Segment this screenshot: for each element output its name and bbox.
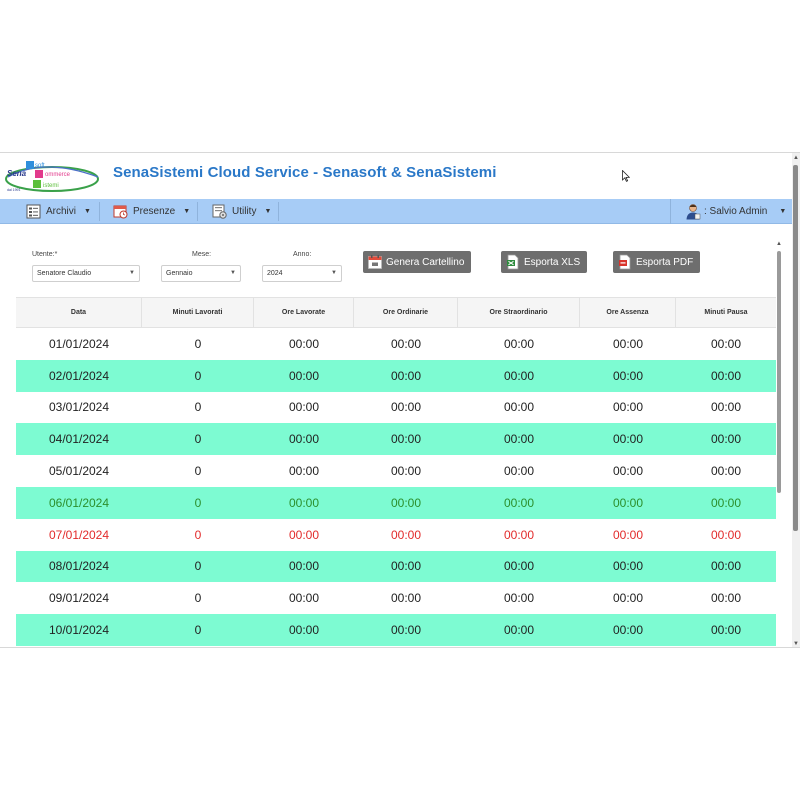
app-header xyxy=(0,153,800,198)
app-window xyxy=(0,152,800,648)
anno-value: 2024 xyxy=(267,270,283,277)
table-row[interactable] xyxy=(16,614,776,646)
chevron-down-icon: ▼ xyxy=(129,270,135,276)
user-name: : Salvio Admin xyxy=(704,206,768,217)
chevron-down-icon: ▼ xyxy=(264,208,272,215)
cell-data: 07/01/2024 xyxy=(48,527,110,542)
cell-ore-assenza: 00:00 xyxy=(612,400,644,415)
cell-minuti-lavorati: 0 xyxy=(194,464,202,479)
cell-ore-assenza: 00:00 xyxy=(612,623,644,638)
utility-icon xyxy=(212,204,227,219)
menu-divider xyxy=(278,202,279,221)
cell-data: 08/01/2024 xyxy=(48,559,110,574)
cell-ore-ordinarie: 00:00 xyxy=(390,464,422,479)
presenze-table xyxy=(16,297,776,646)
genera-cartellino-button[interactable] xyxy=(363,251,471,273)
page-scrollbar-thumb[interactable] xyxy=(793,165,798,531)
cell-ore-straordinario: 00:00 xyxy=(503,368,535,383)
cell-minuti-pausa: 00:00 xyxy=(710,527,742,542)
cell-data: 05/01/2024 xyxy=(48,464,110,479)
cell-data: 10/01/2024 xyxy=(48,623,110,638)
table-scrollbar-thumb[interactable] xyxy=(777,251,781,493)
cell-data: 04/01/2024 xyxy=(48,432,110,447)
cell-minuti-lavorati: 0 xyxy=(194,591,202,606)
svg-text:Sena: Sena xyxy=(7,169,27,178)
chevron-down-icon: ▼ xyxy=(331,270,337,276)
menu-archivi-label: Archivi xyxy=(46,206,77,217)
utente-label: Utente:* xyxy=(32,251,58,258)
cell-ore-ordinarie: 00:00 xyxy=(390,623,422,638)
cell-ore-straordinario: 00:00 xyxy=(503,495,535,510)
main-content xyxy=(0,225,792,648)
esporta-pdf-label: Esporta PDF xyxy=(636,256,694,268)
main-menu-bar xyxy=(0,199,792,224)
cell-ore-straordinario: 00:00 xyxy=(503,559,535,574)
cell-data: 02/01/2024 xyxy=(48,368,110,383)
table-row[interactable] xyxy=(16,360,776,392)
cell-ore-lavorate: 00:00 xyxy=(288,336,320,351)
menu-presenze[interactable] xyxy=(113,199,190,224)
cell-ore-straordinario: 00:00 xyxy=(503,432,535,447)
cell-ore-assenza: 00:00 xyxy=(612,336,644,351)
anno-select[interactable] xyxy=(262,265,342,282)
table-row[interactable] xyxy=(16,519,776,551)
cell-ore-lavorate: 00:00 xyxy=(288,559,320,574)
column-header-ore-ordinarie[interactable]: Ore Ordinarie xyxy=(354,298,458,327)
chevron-down-icon: ▼ xyxy=(84,208,91,215)
cell-ore-assenza: 00:00 xyxy=(612,464,644,479)
cell-ore-straordinario: 00:00 xyxy=(503,336,535,351)
archive-icon xyxy=(26,204,41,219)
scroll-down-icon[interactable]: ▼ xyxy=(793,641,799,647)
genera-cartellino-label: Genera Cartellino xyxy=(386,256,465,268)
cell-data: 09/01/2024 xyxy=(48,591,110,606)
user-avatar-icon xyxy=(685,203,702,220)
mouse-cursor-icon xyxy=(622,170,630,182)
calendar-clock-icon xyxy=(113,204,128,219)
cell-ore-lavorate: 00:00 xyxy=(288,464,320,479)
utente-select[interactable] xyxy=(32,265,140,282)
cell-ore-assenza: 00:00 xyxy=(612,559,644,574)
utente-value: Senatore Claudio xyxy=(37,270,92,277)
calendar-icon xyxy=(367,254,383,270)
esporta-xls-label: Esporta XLS xyxy=(524,256,581,268)
table-row[interactable] xyxy=(16,551,776,583)
app-title: SenaSistemi Cloud Service - Senasoft & SenaSistemi xyxy=(113,164,497,181)
cell-ore-straordinario: 00:00 xyxy=(503,527,535,542)
cell-ore-lavorate: 00:00 xyxy=(288,527,320,542)
menu-divider xyxy=(197,202,198,221)
cell-minuti-lavorati: 0 xyxy=(194,336,202,351)
table-row[interactable] xyxy=(16,328,776,360)
cell-ore-lavorate: 00:00 xyxy=(288,623,320,638)
cell-minuti-pausa: 00:00 xyxy=(710,368,742,383)
cell-minuti-lavorati: 0 xyxy=(194,432,202,447)
mese-select[interactable] xyxy=(161,265,241,282)
cell-data: 06/01/2024 xyxy=(48,495,110,510)
table-body xyxy=(16,328,776,646)
esporta-xls-button[interactable] xyxy=(501,251,587,273)
cell-ore-ordinarie: 00:00 xyxy=(390,368,422,383)
scroll-up-icon[interactable]: ▲ xyxy=(793,155,799,161)
cell-ore-lavorate: 00:00 xyxy=(288,432,320,447)
cell-ore-straordinario: 00:00 xyxy=(503,400,535,415)
cell-minuti-lavorati: 0 xyxy=(194,368,202,383)
table-row[interactable] xyxy=(16,487,776,519)
cell-ore-ordinarie: 00:00 xyxy=(390,336,422,351)
cell-ore-lavorate: 00:00 xyxy=(288,368,320,383)
cell-ore-assenza: 00:00 xyxy=(612,527,644,542)
cell-minuti-lavorati: 0 xyxy=(194,495,202,510)
cell-minuti-lavorati: 0 xyxy=(194,400,202,415)
svg-text:ommerce: ommerce xyxy=(45,172,71,178)
column-header-ore-assenza[interactable]: Ore Assenza xyxy=(580,298,676,327)
menu-utility[interactable] xyxy=(212,199,271,224)
table-row[interactable] xyxy=(16,455,776,487)
cell-minuti-pausa: 00:00 xyxy=(710,495,742,510)
column-header-minuti-lavorati[interactable]: Minuti Lavorati xyxy=(142,298,254,327)
cell-ore-assenza: 00:00 xyxy=(612,368,644,383)
cell-ore-straordinario: 00:00 xyxy=(503,623,535,638)
cell-ore-ordinarie: 00:00 xyxy=(390,432,422,447)
chevron-down-icon: ▼ xyxy=(230,270,236,276)
mese-label: Mese: xyxy=(192,251,212,258)
chevron-down-icon: ▼ xyxy=(779,208,787,215)
cell-ore-ordinarie: 00:00 xyxy=(390,559,422,574)
cell-minuti-pausa: 00:00 xyxy=(710,432,742,447)
cell-data: 03/01/2024 xyxy=(48,400,110,415)
cell-ore-assenza: 00:00 xyxy=(612,591,644,606)
menu-presenze-label: Presenze xyxy=(133,206,176,217)
column-header-ore-straordinario[interactable]: Ore Straordinario xyxy=(458,298,580,327)
anno-label: Anno: xyxy=(293,251,312,258)
svg-text:dal 1991: dal 1991 xyxy=(7,188,21,192)
column-header-ore-lavorate[interactable]: Ore Lavorate xyxy=(254,298,354,327)
cell-minuti-pausa: 00:00 xyxy=(710,464,742,479)
cell-ore-lavorate: 00:00 xyxy=(288,591,320,606)
xls-file-icon xyxy=(505,254,521,270)
cell-minuti-pausa: 00:00 xyxy=(710,559,742,574)
cell-ore-ordinarie: 00:00 xyxy=(390,591,422,606)
menu-archivi[interactable] xyxy=(26,199,91,224)
table-header xyxy=(16,297,776,328)
cell-ore-assenza: 00:00 xyxy=(612,432,644,447)
chevron-down-icon: ▼ xyxy=(183,208,191,215)
user-menu[interactable] xyxy=(670,199,792,224)
esporta-pdf-button[interactable] xyxy=(613,251,700,273)
table-scrollbar[interactable] xyxy=(776,241,782,648)
column-header-minuti-pausa[interactable]: Minuti Pausa xyxy=(704,309,748,316)
mese-value: Gennaio xyxy=(166,270,193,277)
cell-ore-straordinario: 00:00 xyxy=(503,464,535,479)
cell-minuti-pausa: 00:00 xyxy=(710,623,742,638)
cell-ore-lavorate: 00:00 xyxy=(288,495,320,510)
page-scrollbar[interactable] xyxy=(792,153,800,648)
cell-minuti-lavorati: 0 xyxy=(194,527,202,542)
svg-text:soft: soft xyxy=(35,163,45,169)
table-row[interactable] xyxy=(16,423,776,455)
svg-text:istemi: istemi xyxy=(43,183,59,189)
cell-minuti-pausa: 00:00 xyxy=(710,400,742,415)
pdf-file-icon xyxy=(617,254,633,270)
cell-data: 01/01/2024 xyxy=(48,336,110,351)
cell-ore-straordinario: 00:00 xyxy=(503,591,535,606)
cell-ore-lavorate: 00:00 xyxy=(288,400,320,415)
cell-ore-ordinarie: 00:00 xyxy=(390,527,422,542)
menu-divider xyxy=(99,202,100,221)
scroll-up-icon[interactable]: ▲ xyxy=(776,241,782,247)
cell-ore-ordinarie: 00:00 xyxy=(390,400,422,415)
cell-ore-assenza: 00:00 xyxy=(612,495,644,510)
cell-minuti-lavorati: 0 xyxy=(194,559,202,574)
cell-minuti-pausa: 00:00 xyxy=(710,336,742,351)
cell-minuti-lavorati: 0 xyxy=(194,623,202,638)
column-header-data[interactable]: Data xyxy=(16,298,142,327)
table-row[interactable] xyxy=(16,582,776,614)
menu-utility-label: Utility xyxy=(232,206,257,217)
cell-minuti-pausa: 00:00 xyxy=(710,591,742,606)
table-row[interactable] xyxy=(16,392,776,424)
cell-ore-ordinarie: 00:00 xyxy=(390,495,422,510)
senasistemi-logo[interactable] xyxy=(4,155,100,195)
